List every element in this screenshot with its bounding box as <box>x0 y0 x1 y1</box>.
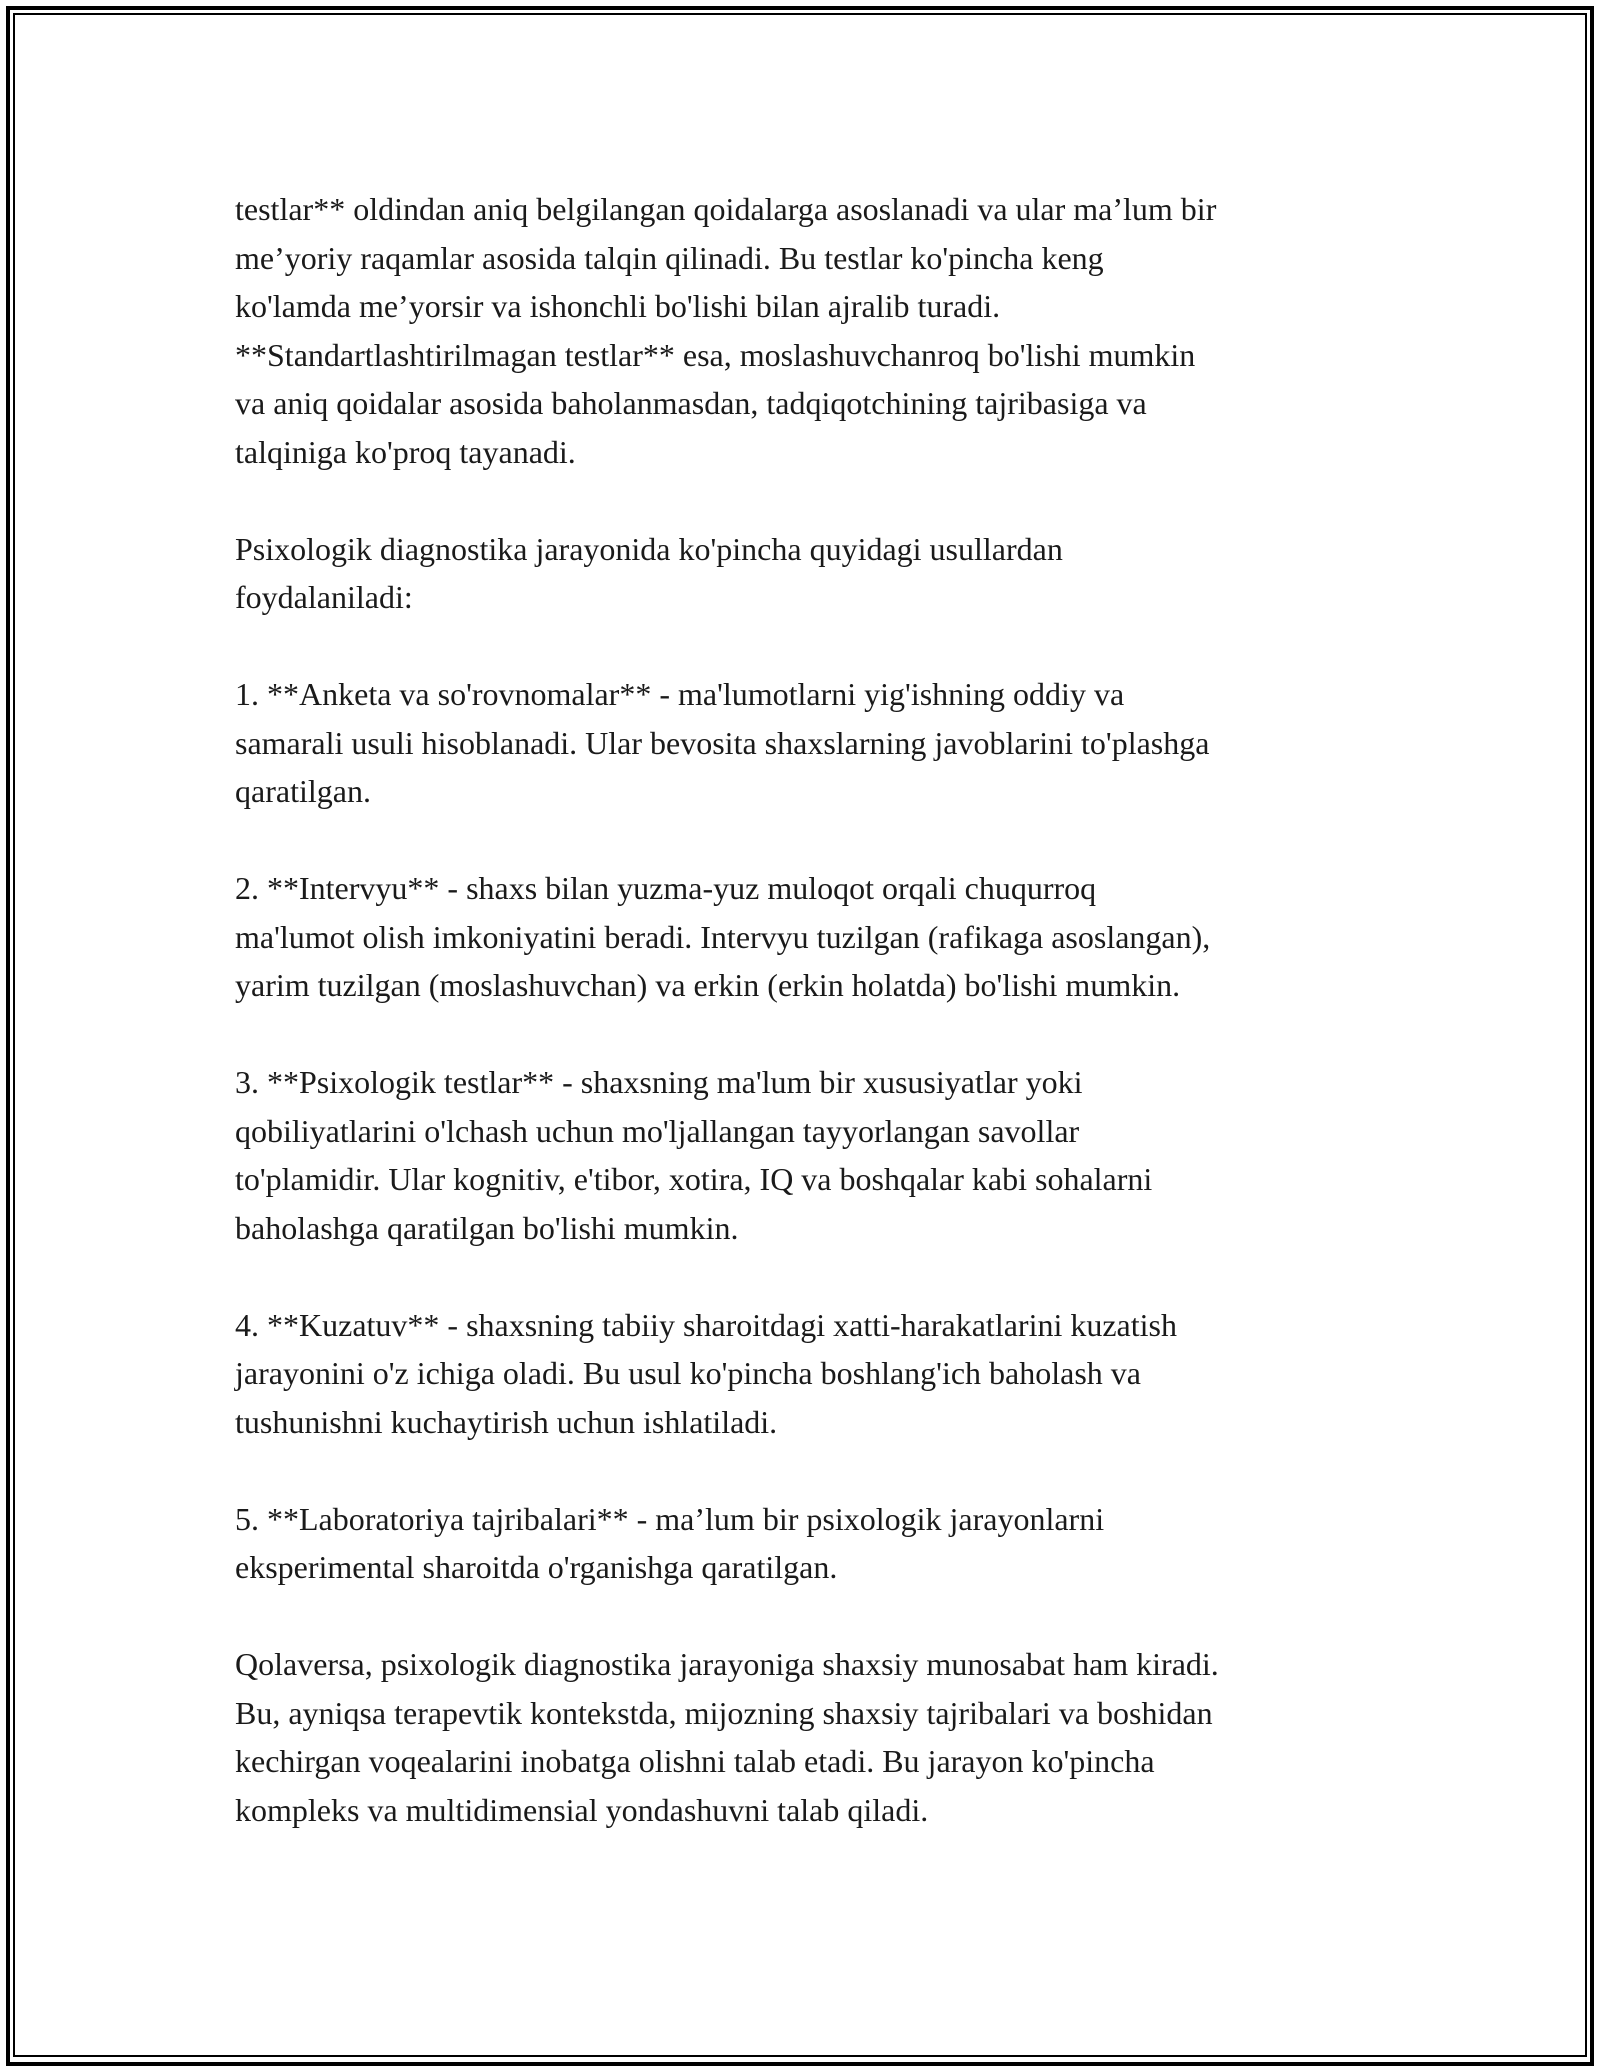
text-line: samarali usuli hisoblanadi. Ular bevosita shaxslarning javoblarini to'plashga <box>235 724 1210 761</box>
list-item-observation <box>235 1301 1375 1447</box>
text-line: 5. **Laboratoriya tajribalari** - ma’lum bir psixologik jarayonlarni <box>235 1500 1105 1537</box>
text-line: jarayonini o'z ichiga oladi. Bu usul ko'pincha boshlang'ich baholash va <box>235 1355 1141 1391</box>
list-item-psychological-tests <box>235 1058 1375 1252</box>
list-item-laboratory-experiments <box>235 1495 1375 1592</box>
text-line: 1. **Anketa va so'rovnomalar** - ma'lumotlarni yig'ishning oddiy va <box>235 676 1125 712</box>
paragraph-standardized-tests <box>235 185 1375 476</box>
text-line: testlar** oldindan aniq belgilangan qoidalarga asoslanadi va ular ma’lum bir <box>235 191 1217 227</box>
text-line: eksperimental sharoitda o'rganishga qaratilgan. <box>235 1549 838 1585</box>
text-line: me’yoriy raqamlar asosida talqin qilinadi. Bu testlar ko'pincha keng <box>235 239 1104 276</box>
text-line: qobiliyatlarini o'lchash uchun mo'ljallangan tayyorlangan savollar <box>235 1112 1080 1149</box>
text-line: talqiniga ko'proq tayanadi. <box>235 433 576 470</box>
text-line: tushunishni kuchaytirish uchun ishlatiladi. <box>235 1403 778 1440</box>
text-line: baholashga qaratilgan bo'lishi mumkin. <box>235 1209 739 1246</box>
text-line: foydalaniladi: <box>235 579 413 615</box>
text-line: qaratilgan. <box>235 773 371 809</box>
list-item-interview <box>235 864 1375 1010</box>
text-line: ko'lamda me’yorsir va ishonchli bo'lishi bilan ajralib turadi. <box>235 288 1001 324</box>
text-line: va aniq qoidalar asosida baholanmasdan, tadqiqotchining tajribasiga va <box>235 385 1147 421</box>
paragraph-conclusion <box>235 1640 1375 1834</box>
text-line: **Standartlashtirilmagan testlar** esa, moslashuvchanroq bo'lishi mumkin <box>235 336 1196 373</box>
text-line: 2. **Intervyu** - shaxs bilan yuzma-yuz muloqot orqali chuqurroq <box>235 870 1097 906</box>
text-line: Psixologik diagnostika jarayonida ko'pincha quyidagi usullardan <box>235 530 1063 567</box>
list-item-questionnaires <box>235 670 1375 816</box>
text-line: yarim tuzilgan (moslashuvchan) va erkin (erkin holatda) bo'lishi mumkin. <box>235 967 1181 1003</box>
paragraph-methods-intro <box>235 525 1375 622</box>
document-body <box>235 185 1375 1883</box>
text-line: kompleks va multidimensial yondashuvni talab qiladi. <box>235 1791 929 1828</box>
text-line: ma'lumot olish imkoniyatini beradi. Intervyu tuzilgan (rafikaga asoslangan), <box>235 918 1211 955</box>
text-line: to'plamidir. Ular kognitiv, e'tibor, xotira, IQ va boshqalar kabi sohalarni <box>235 1161 1153 1197</box>
text-line: kechirgan voqealarini inobatga olishni talab etadi. Bu jarayon ko'pincha <box>235 1743 1155 1779</box>
text-line: 4. **Kuzatuv** - shaxsning tabiiy sharoitdagi xatti-harakatlarini kuzatish <box>235 1306 1177 1343</box>
text-line: Qolaversa, psixologik diagnostika jarayoniga shaxsiy munosabat ham kiradi. <box>235 1646 1219 1682</box>
text-line: 3. **Psixologik testlar** - shaxsning ma'lum bir xususiyatlar yoki <box>235 1064 1083 1100</box>
text-line: Bu, ayniqsa terapevtik kontekstda, mijozning shaxsiy tajribalari va boshidan <box>235 1694 1213 1731</box>
